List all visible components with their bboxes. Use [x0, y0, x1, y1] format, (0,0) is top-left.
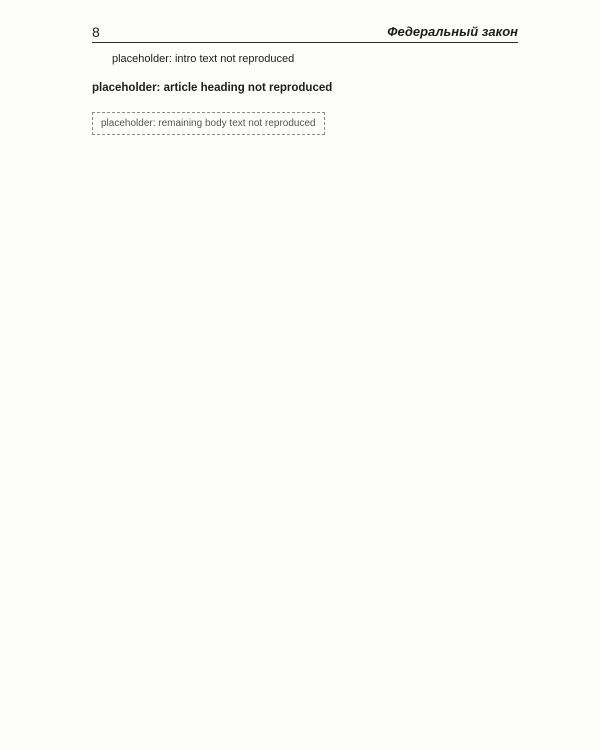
body-placeholder-note: placeholder: remaining body text not reproduced [92, 112, 325, 135]
article-heading: placeholder: article heading not reproduced [92, 82, 333, 94]
page-header [92, 24, 518, 43]
document-body [92, 52, 518, 135]
page-number: 8 [92, 24, 100, 40]
intro-text: placeholder: intro text not reproduced [112, 53, 295, 65]
running-title: Федеральный закон [387, 24, 518, 39]
